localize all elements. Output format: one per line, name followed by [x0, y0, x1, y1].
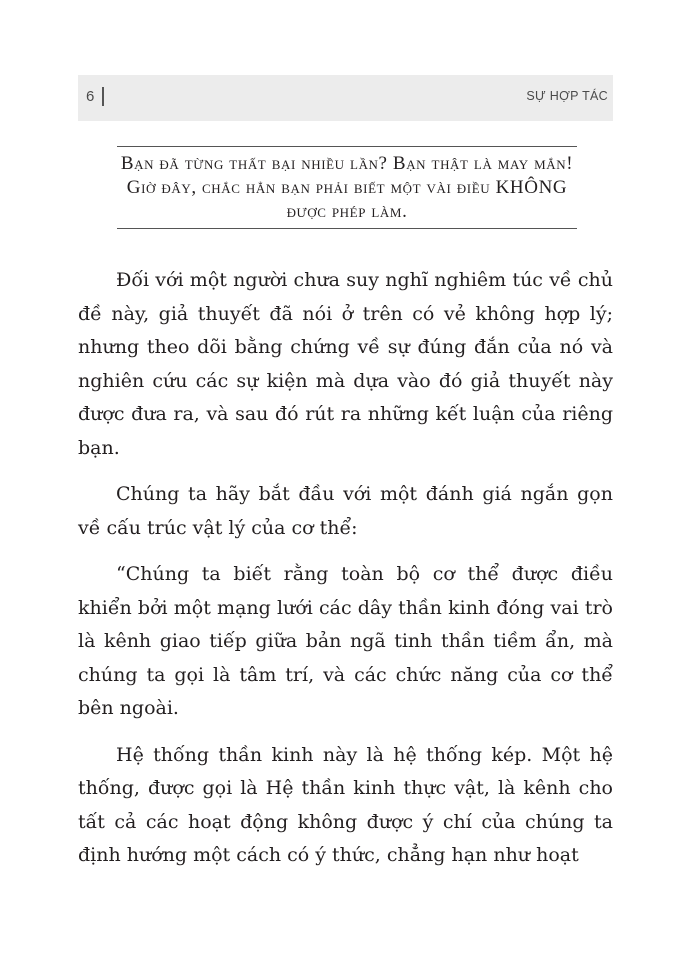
- running-title: SỰ HỢP TÁC: [526, 89, 608, 103]
- header-divider: [102, 87, 104, 106]
- pull-quote-bottom-rule: [117, 228, 577, 229]
- body-text: [78, 264, 613, 886]
- paragraph: Chúng ta hãy bắt đầu với một đánh giá ngắn gọn về cấu trúc vật lý của cơ thể:: [78, 483, 613, 539]
- paragraph: Hệ thống thần kinh này là hệ thống kép. Một hệ thống, được gọi là Hệ thần kinh thực vật, là kênh cho tất cả các hoạt động không được ý chí của chúng ta định hướng một cách có ý thức, chẳng hạn như hoạt: [78, 743, 613, 866]
- paragraph: “Chúng ta biết rằng toàn bộ cơ thể được điều khiển bởi một mạng lưới các dây thần kinh đóng vai trò là kênh giao tiếp giữa bản ngã tinh thần tiềm ẩn, mà chúng ta gọi là tâm trí, và các chức năng của cơ thể bên ngoài.: [78, 563, 613, 719]
- paragraph: Đối với một người chưa suy nghĩ nghiêm túc về chủ đề này, giả thuyết đã nói ở trên có vẻ không hợp lý; nhưng theo dõi bằng chứng về sự đúng đắn của nó và nghiên cứu các sự kiện mà dựa vào đó giả thuyết này được đưa ra, và sau đó rút ra những kết luận của riêng bạn.: [78, 269, 613, 459]
- pull-quote-top-rule: [117, 146, 577, 147]
- pull-quote: Bạn đã từng thất bại nhiều lần? Bạn thật là may mắn! Giờ đây, chắc hẳn bạn phải biết một vài điều KHÔNG được phép làm.: [120, 153, 574, 222]
- page-number: 6: [86, 88, 95, 105]
